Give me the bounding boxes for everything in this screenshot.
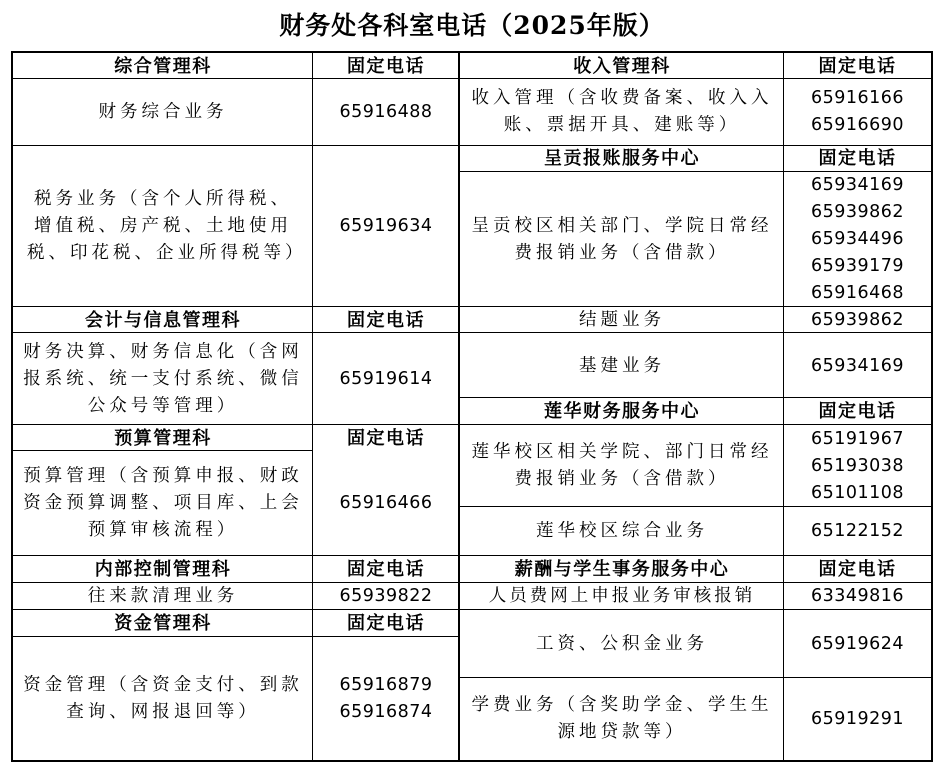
header-phone: 固定电话	[347, 427, 425, 449]
phone-number: 65934496	[810, 229, 905, 249]
header-phone: 固定电话	[347, 309, 425, 331]
divider	[13, 78, 931, 79]
phone-number: 65916468	[810, 283, 905, 303]
phone-number: 65916874	[339, 701, 433, 722]
header-internal-control: 内部控制管理科	[94, 559, 232, 580]
row-phone: 65939862	[810, 310, 905, 330]
row-desc: 呈贡校区相关部门、学院日常经费报销业务（含借款）	[471, 215, 773, 263]
row-desc: 人员费网上申报业务审核报销	[488, 586, 756, 606]
header-phone: 固定电话	[818, 148, 897, 169]
divider	[13, 332, 931, 333]
phone-number: 65916166	[810, 88, 905, 108]
divider	[458, 53, 460, 760]
header-budget: 预算管理科	[114, 427, 212, 449]
phone-number: 65934169	[810, 175, 905, 195]
row-phone: 65939822	[339, 586, 433, 606]
row-desc: 学费业务（含奖助学金、学生生源地贷款等）	[471, 695, 773, 742]
row-phone: 65122152	[810, 521, 905, 541]
row-desc: 结题业务	[579, 310, 665, 330]
row-phone: 65916466	[339, 493, 433, 513]
row-phone: 65919614	[339, 368, 433, 389]
row-phone: 65934169	[810, 355, 905, 376]
row-desc: 往来款清理业务	[87, 586, 239, 606]
row-desc: 财务决算、财务信息化（含网报系统、统一支付系统、微信公众号等管理）	[23, 341, 303, 416]
header-phone: 固定电话	[347, 613, 425, 634]
row-phone: 63349816	[810, 586, 905, 606]
divider	[783, 53, 784, 760]
phone-number: 65916879	[339, 674, 433, 695]
divider	[13, 636, 459, 637]
page-title: 财务处各科室电话（2025年版）	[279, 11, 665, 40]
divider	[13, 424, 931, 425]
header-funds: 资金管理科	[114, 613, 212, 634]
header-phone: 固定电话	[347, 55, 425, 77]
header-comprehensive: 综合管理科	[114, 55, 212, 77]
row-desc: 基建业务	[579, 355, 665, 376]
row-desc: 财务综合业务	[98, 101, 228, 122]
phone-number: 65193038	[810, 455, 905, 476]
divider	[13, 555, 931, 556]
row-phones	[784, 79, 931, 145]
divider	[13, 609, 931, 610]
row-phone: 65919634	[339, 215, 433, 236]
row-desc: 工资、公积金业务	[536, 633, 708, 654]
header-chenggong: 呈贡报账服务中心	[544, 148, 700, 169]
divider	[13, 306, 931, 307]
divider	[13, 145, 931, 146]
row-desc: 资金管理（含资金支付、到款查询、网报退回等）	[23, 674, 303, 722]
header-income: 收入管理科	[573, 55, 671, 77]
divider	[13, 582, 931, 583]
row-phones	[784, 172, 931, 307]
divider	[312, 53, 313, 760]
row-desc: 莲华校区综合业务	[536, 521, 708, 541]
row-phones	[313, 637, 459, 760]
divider	[460, 677, 931, 678]
row-phone: 65919624	[810, 633, 905, 654]
phone-number: 65101108	[810, 482, 905, 503]
phone-number: 65939862	[810, 202, 905, 222]
phone-number: 65916690	[810, 115, 905, 135]
header-phone: 固定电话	[347, 559, 425, 580]
header-phone: 固定电话	[818, 559, 897, 580]
divider	[460, 171, 931, 172]
header-phone: 固定电话	[818, 55, 897, 77]
header-lianhua: 莲华财务服务中心	[544, 401, 700, 422]
phone-number: 65191967	[810, 428, 905, 449]
row-phone: 65916488	[339, 101, 433, 122]
row-desc: 收入管理（含收费备案、收入入账、票据开具、建账等）	[471, 88, 773, 135]
row-phone: 65919291	[810, 708, 905, 729]
header-phone: 固定电话	[818, 401, 897, 422]
row-desc: 税务业务（含个人所得税、增值税、房产税、土地使用税、印花税、企业所得税等）	[27, 188, 307, 263]
divider	[13, 450, 313, 451]
phone-number: 65939179	[810, 256, 905, 276]
header-accounting: 会计与信息管理科	[85, 309, 241, 331]
header-salary: 薪酬与学生事务服务中心	[514, 559, 730, 580]
row-desc: 预算管理（含预算申报、财政资金预算调整、项目库、上会预算审核流程）	[23, 466, 303, 540]
divider	[460, 397, 931, 398]
divider	[460, 506, 931, 507]
row-desc: 莲华校区相关学院、部门日常经费报销业务（含借款）	[471, 442, 773, 489]
row-phones	[784, 425, 931, 507]
